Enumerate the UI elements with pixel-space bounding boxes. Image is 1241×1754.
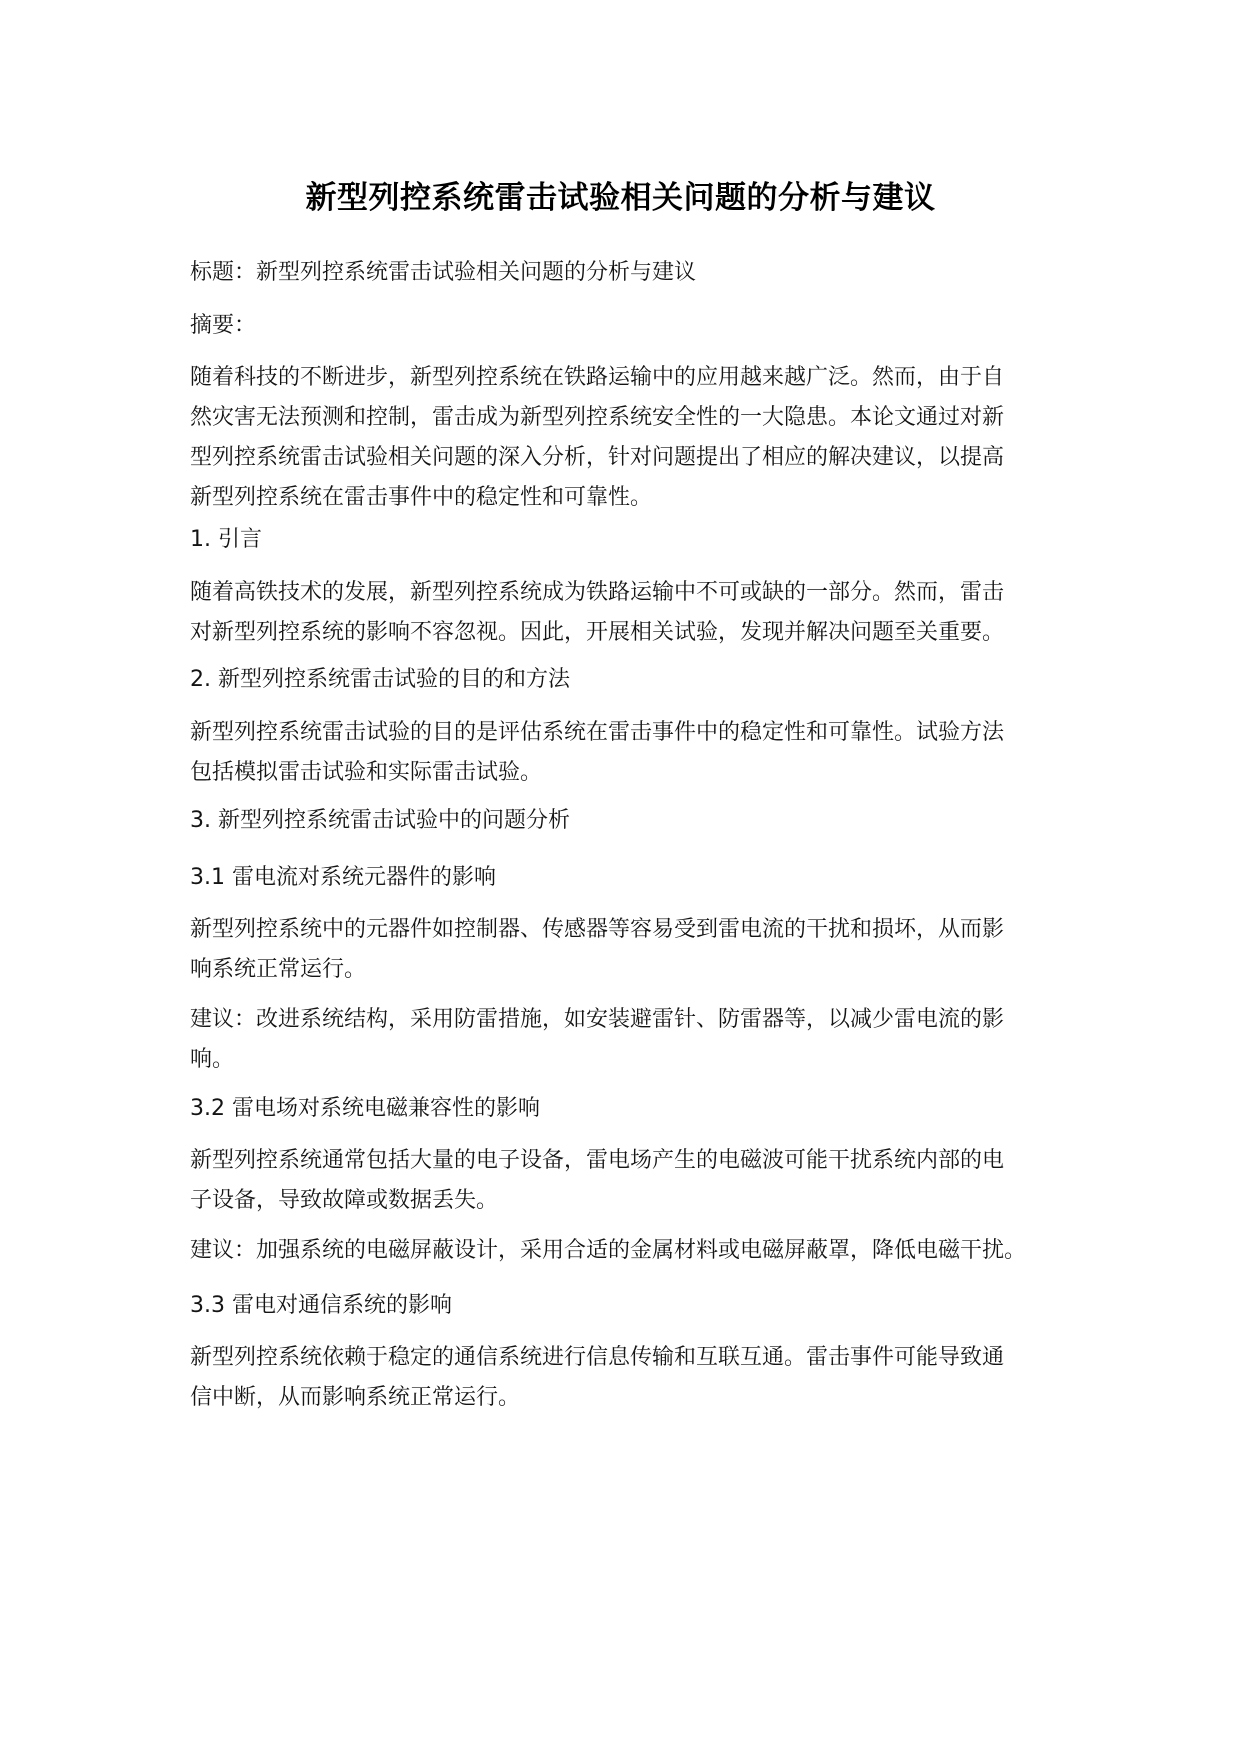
- section-3-2-paragraph: [190, 1141, 1070, 1221]
- section-3-1-heading: 3.1 雷电流对系统元器件的影响: [190, 865, 496, 890]
- section-3-2-line: 子设备，导致故障或数据丢失。: [190, 1188, 499, 1213]
- abstract-line: 然灾害无法预测和控制，雷击成为新型列控系统安全性的一大隐患。本论文通过对新: [190, 405, 1005, 430]
- section-3-1-advice-line: 建议：改进系统结构，采用防雷措施，如安装避雷针、防雷器等，以减少雷电流的影: [190, 1007, 1005, 1032]
- section-3-2-heading: 3.2 雷电场对系统电磁兼容性的影响: [190, 1096, 540, 1121]
- section-3-1-advice-line: 响。: [190, 1047, 235, 1072]
- section-1-line: 对新型列控系统的影响不容忽视。因此，开展相关试验，发现并解决问题至关重要。: [190, 620, 1005, 645]
- section-1-heading: 1. 引言: [190, 527, 262, 552]
- abstract-line: 新型列控系统在雷击事件中的稳定性和可靠性。: [190, 485, 653, 510]
- abstract-line: 随着科技的不断进步，新型列控系统在铁路运输中的应用越来越广泛。然而，由于自: [190, 365, 1005, 390]
- section-1-paragraph: [190, 573, 1070, 653]
- section-1-line: 随着高铁技术的发展，新型列控系统成为铁路运输中不可或缺的一部分。然而，雷击: [190, 580, 1005, 605]
- section-3-heading: 3. 新型列控系统雷击试验中的问题分析: [190, 808, 570, 833]
- abstract-paragraph: [190, 358, 1070, 518]
- section-3-1-paragraph: [190, 910, 1070, 990]
- section-2-paragraph: [190, 713, 1070, 793]
- section-3-2-advice: 建议：加强系统的电磁屏蔽设计，采用合适的金属材料或电磁屏蔽罩，降低电磁干扰。: [190, 1238, 1027, 1263]
- section-3-1-advice: [190, 1000, 1070, 1080]
- section-3-3-heading: 3.3 雷电对通信系统的影响: [190, 1293, 452, 1318]
- section-2-heading: 2. 新型列控系统雷击试验的目的和方法: [190, 667, 570, 692]
- section-3-2-line: 新型列控系统通常包括大量的电子设备，雷电场产生的电磁波可能干扰系统内部的电: [190, 1148, 1005, 1173]
- section-3-3-paragraph: [190, 1338, 1070, 1418]
- section-2-line: 新型列控系统雷击试验的目的是评估系统在雷击事件中的稳定性和可靠性。试验方法: [190, 720, 1005, 745]
- abstract-line: 型列控系统雷击试验相关问题的深入分析，针对问题提出了相应的解决建议，以提高: [190, 445, 1005, 470]
- section-3-1-line: 响系统正常运行。: [190, 957, 367, 982]
- section-3-3-line: 信中断，从而影响系统正常运行。: [190, 1385, 521, 1410]
- title-label-line: 标题：新型列控系统雷击试验相关问题的分析与建议: [190, 260, 697, 285]
- document-title: 新型列控系统雷击试验相关问题的分析与建议: [305, 180, 936, 216]
- abstract-label: 摘要：: [190, 313, 257, 338]
- section-3-3-line: 新型列控系统依赖于稳定的通信系统进行信息传输和互联互通。雷击事件可能导致通: [190, 1345, 1005, 1370]
- section-2-line: 包括模拟雷击试验和实际雷击试验。: [190, 760, 543, 785]
- section-3-1-line: 新型列控系统中的元器件如控制器、传感器等容易受到雷电流的干扰和损坏，从而影: [190, 917, 1005, 942]
